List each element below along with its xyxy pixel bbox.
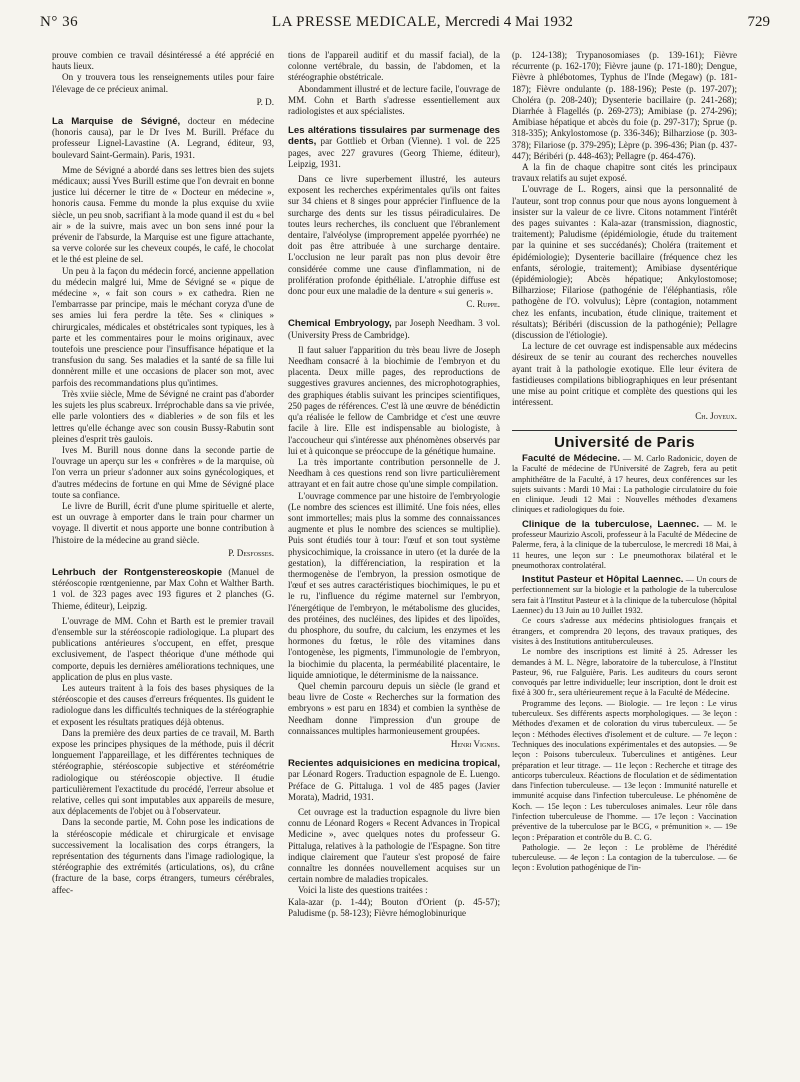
review-heading-embryology: Chemical Embryology, par Joseph Needham. 3 vol. (University Press de Cambridge).: [288, 318, 500, 340]
section-title-universite: Université de Paris: [554, 433, 695, 451]
signature: P. Desfosses.: [228, 547, 274, 558]
paragraph: tions de l'appareil auditif et du massif facial), de la colonne vertébrale, du bassin, de l'abdomen, et la stéréographie obstétricale.: [288, 50, 500, 83]
review-heading-lehrbuch: Lehrbuch der Rontgenstereoskopie (Manuel de stéréoscopie rœntgenienne, par Max Cohn et Walther Barth. 1 vol. de 323 pages avec 193 figures et 2 planches (G. Thieme, éditeur), Leipzig.: [52, 566, 274, 611]
issue-number: N° 36: [40, 14, 79, 30]
review-heading-alterations: Les altérations tissulaires par surmenage des dents, par Gottlieb et Orban (Vienne). 1 vol. de 225 pages, avec 227 gravures (Georg Thieme, éditeur), Leipzig, 1931.: [288, 125, 500, 169]
paragraph: A la fin de chaque chapitre sont cités les principaux travaux relatifs au sujet exposé.: [512, 162, 737, 184]
section-divider: [512, 430, 737, 431]
signature: C. Ruppe.: [466, 299, 500, 310]
signature: P. D.: [256, 96, 274, 107]
paragraph: Dans ce livre superbement illustré, les auteurs exposent les recherches expérimentales qu'ils ont faites sur 34 chiens et 8 singes pour apprécier l'influence de la surcharge des dents sur les tissus péiradiculaires. De toutes leurs recherches, ils concluent que l'ébranlement dentaire, l'alvéolyse (improprement appelée pyorrhée) ne doit pas être attribuée à une surcharge dentaire. L'occlusion ne leur paraît pas non plus devoir être considérée comme une cause d'inflammation, ni de prolifération profonde épithéliale. L'atrophie diffuse est donc pour eux une maladie de la denture « sui generis ».: [288, 174, 500, 297]
paragraph: Le livre de Burill, écrit d'une plume spirituelle et alerte, est un ouvrage à emporter dans le train pour charmer un voyage. Il divertit et nous apporte une bonne contribution à l'histoire de la médecine au grand siècle.: [52, 500, 274, 545]
paragraph: Ives M. Burill nous donne dans la seconde partie de l'ouvrage un aperçu sur les « confrères » de la marquise, où l'on verra un prieur s'adonner aux soins gynécologiques, et d'autres médecins de fortune en qui Mme de Sévigné place toute sa confiance.: [52, 444, 274, 500]
program-lessons: Programme des leçons. — Biologie. — 1re leçon : Le virus tuberculeux. Ses différents aspects morphologiques. — 3e leçon : Méthodes d'examen et de coloration du virus tuberculeux. — 5e leçon : Méthodes électives d'isolement et de culture. — 7e leçon : Techniques des inoculations expérimentales et des autopsies. — 9e leçon : Poisons tuberculeux. Tuberculines et antigènes. Leur préparation et leur titrage. — 11e leçon : Recherche et titrage des anticorps tuberculeux. Réactions de floculation et de sédimentation dans l'infection tuberculeuse. — 13e leçon : Immunité naturelle et immunité acquise dans l'infection tuberculeuse. Le phénomène de Koch. — 15e leçon : Les tuberculoses animales. Leur rôle dans l'infection tuberculeuse de l'homme. — 17e leçon : Vaccination préventive de la tuberculose par le BCG, « prémunition ». — 19e leçon : Préparation et contrôle du B. C. G.: [512, 698, 737, 842]
journal-title: LA PRESSE MEDICALE,: [272, 14, 441, 30]
review-heading-recientes: Recientes adquisiciones en medicina tropical, par Léonard Rogers. Traduction espagnole de E. Luengo. Préface de G. Pittaluga. 1 vol de 485 pages (Javier Morata), Madrid, 1931.: [288, 758, 500, 802]
paragraph: Abondamment illustré et de lecture facile, l'ouvrage de MM. Cohn et Barth s'adresse essentiellement aux radiologistes et aux spécialistes.: [288, 83, 500, 117]
column-2: [288, 50, 500, 919]
paragraph: La très importante contribution personnelle de J. Needham à ces questions rend son livre particulièrement attrayant et en fait autre chose qu'une simple compilation.: [288, 456, 500, 490]
paragraph: Un peu à la façon du médecin forcé, ancienne appellation du médecin malgré lui, Mme de Sévigné se « pique de médecine », « fait son cours » ex cathedra. Rien ne l'embarrasse par principe, mais le méchant coryza d'une de ses amies lui fera perdre la tête. Ses « cliniques » chirurgicales, médicales et obstétricales sont typiques, les à parte et les commentaires pour le moins originaux, avec toutefois une prescience pour l'insuffisance hépatique et la transfusion du sang. Ses maladies et la santé de sa fille lui donnèrent mille et une occasions de placer son mot, avec parfois des recommandations plus qu'intimes.: [52, 265, 274, 388]
signature: Ch. Joyeux.: [695, 410, 737, 421]
paragraph: Le nombre des inscriptions est limité à 25. Adresser les demandes à M. L. Nègre, laboratoire de la tuberculose, à l'Institut Pasteur, 96, rue Falguière, Paris. Les auditeurs du cours seront convoqués par lettre individuelle; leur inscription, dont le droit est fixé à 300 fr., sera ultérieurement reçue à la Faculté de Médecine.: [512, 647, 737, 698]
paragraph: Dans la seconde partie, M. Cohn pose les indications de la stéréoscopie médicale et chirurgicale et envisage successivement la localisation des corps étrangers, la représentation des tégurnents dans l'image radiologique, la stéréographie des extrémités (articulations, os), du crâne (fracture de la base, corps étrangers, tumeurs cérébrales, affec-: [52, 817, 274, 895]
paragraph: On y trouvera tous les renseignements utiles pour faire l'élevage de ce précieux animal.: [52, 72, 274, 94]
paragraph: Très xviie siècle, Mme de Sévigné ne craint pas d'aborder les sujets les plus scabreux. Irréprochable dans sa vie privée, elle parle volontiers des « diableries » de son fils et les lettres qu'elle échange avec son cousin Bussy-Rabutin sont pleines d'esprit très gaulois.: [52, 388, 274, 444]
column-3: [512, 50, 737, 874]
paragraph: Mme de Sévigné a abordé dans ses lettres bien des sujets médicaux; aussi Yves Burill estime que l'on devrait en bonne justice lui décerner le titre de « Docteur en médecine », honoris causa. Femme du monde la plus exquise du xviie siècle, un peu snob, sacrifiant à la mode quand il est du « bel air » de la suivre, mais avec un bon sens inné pour la prévenir de l'absurde, la Marquise est une figure attachante, sa verve colorée sur les cheveux coupés, le café, le chocolat et le thé est pleine de sel.: [52, 164, 274, 265]
paragraph: Dans la première des deux parties de ce travail, M. Barth expose les principes physiques de la méthode, puis il décrit longuement l'appareillage, et les différentes techniques de stéréographie, stéréoscopie subjective et stéréométrie radiologique ou stéréoscopie objective. Il étudie particulièrement l'exactitude du procédé, l'erreur absolue et relative, celles qui sont imputables aux appareils de mesure, aux déplacements de l'objet ou à l'observateur.: [52, 727, 274, 817]
paragraph: Quel chemin parcouru depuis un siècle (le grand et beau livre de Coste « Recherches sur la formation des embryons » est paru en 1834) et combien la synthèse de Needham donne l'impression d'un groupe de connaissances multiples harmonieusement groupées.: [288, 680, 500, 736]
notice-institut-pasteur: Institut Pasteur et Hôpital Laennec. — Un cours de perfectionnement sur la biologie et la pathologie de la tuberculose sera fait à l'Institut Pasteur et à la clinique de la tuberculose (hôpital Laennec) du 13 Juin au 10 Juillet 1932.: [512, 574, 737, 616]
program-pathology: Pathologie. — 2e leçon : Le problème de l'hérédité tuberculeuse. — 4e leçon : La contagion de la tuberculose. — 6e leçon : Evolution pathogénique de l'in-: [512, 842, 737, 873]
paragraph: Kala-azar (p. 1-44); Bouton d'Orient (p. 45-57); Paludisme (p. 58-123); Fièvre hémoglobinurique: [288, 896, 500, 918]
signature: Henri Vignes.: [450, 738, 500, 749]
paragraph: Les auteurs traitent à la fois des bases physiques de la stéréoscopie et des causes d'erreurs fréquentes. Ils guident le radiologue dans les difficultés techniques de la stéréographie et exposent les résultats pratiques déjà obtenus.: [52, 682, 274, 727]
paragraph: La lecture de cet ouvrage est indispensable aux médecins désireux de se tenir au courant des recherches nouvelles ayant trait à la pathologie exotique. Elle leur évitera de fastidieuses compilations bibliographiques en leur présentant une mise au point critique et complète des questions qui les intéressent.: [512, 341, 737, 408]
column-1: [52, 50, 274, 896]
notice-clinique-tuberculose: Clinique de la tuberculose, Laennec. — M. le professeur Maurizio Ascoli, professeur à la Faculté de Médecine de Palerme, fera, à la clinique de la tuberculose, le mercredi 18 Mai, à 11 heures, une leçon sur : Le pneumothorax bilatéral et le pneumothorax controlatéral.: [512, 518, 737, 570]
notice-faculte: Faculté de Médecine. — M. Carlo Radonicic, doyen de la Faculté de médecine de l'Université de Zagreb, fera au petit amphithéâtre de la Faculté, à 17 heures, deux conférences sur les sujets suivants : Mardi 10 Mai : La pathologie circulatoire du foie en clinique. Jeudi 12 Mai : Nouvelles méthodes d'examens cliniques et radiologiques du foie.: [512, 452, 738, 515]
review-heading-sevigne: La Marquise de Sévigné, docteur en médecine (honoris causa), par le Dr Ives M. Burill. Préface du professeur Lignel-Lavastine (A. Legrand, éditeur, 93, boulevard Saint-Germain). Paris, 1931.: [52, 116, 274, 160]
paragraph: Ce cours s'adresse aux médecins phtisiologues français et étrangers, et comprendra 20 leçons, des travaux pratiques, des visites à des Institutions antituberculeuses.: [512, 616, 737, 646]
paragraph: (p. 124-138); Trypanosomiases (p. 139-161); Fièvre récurrente (p. 162-170); Fièvre jaune (p. 171-180); Dengue, Fièvre à phlébotomes, Typhus de l'Inde (Megaw) (p. 181-187); Fièvre ondulante (p. 188-196); Peste (p. 197-207); Choléra (p. 208-240); Dysenterie bacillaire (p. 241-268); Diarrhée à Flagellés (p. 269-273); Amibiase (p. 274-296); Amibiase hépatique et abcès du foie (p. 297-317); Sprue (p. 318-335); Ankylostomose (p. 336-346); Bilharziose (p. 303-378); Filariose (p. 379-295); Lèpre (p. 396-436; Pian (p. 437-447); Béribéri (p. 448-463); Pellagre (p. 464-476).: [512, 50, 737, 161]
paragraph: Voici la liste des questions traitées :: [298, 885, 428, 896]
paragraph: L'ouvrage de MM. Cohn et Barth est le premier travail d'ensemble sur la stéréoscopie radiologique. La plupart des publications antérieures s'occupent, en effet, presque exclusivement, de l'aspect théorique d'une méthode qui comporte, depuis les dernières améliorations techniques, une application de plus en plus vaste.: [52, 615, 274, 682]
running-header: [40, 14, 770, 36]
paragraph: L'ouvrage de L. Rogers, ainsi que la personnalité de l'auteur, sont trop connus pour que nous ayons longuement à insister sur la valeur de ce livre. Citons notamment l'intérêt des pages suivantes : Kala-azar (transmission, diagnostic, traitement); Paludisme (épidémiologie, étude du traitement par la quinine et ses succédanés); Choléra (traitement et épidémiologie); Dysenterie bacillaire (fréquence chez les enfants, sérologie, traitement); Amibiase dysentérique (épidémiologie); Abcès hépatique; Ankylostomose; Bilharziose; Filariose (pathogénie de l'éléphantiasis, rôle pathogène de l'O. volvulus); Lèpre (contagion, notamment chez les enfants, incubation, étude clinique, traitement et résultats); Béribéri (discussion de la pathogénie); Pellagre (discussion de l'étiologie).: [512, 184, 737, 341]
paragraph: Cet ouvrage est la traduction espagnole du livre bien connu de Léonard Rogers « Recent Advances in Tropical Medicine », avec quelques notes du professeur G. Pittaluga, relatives à la pathologie de l'Espagne. Son titre indique clairement que l'auteur s'est proposé de faire connaître les données nouvellement acquises sur un certain nombre de maladies tropicales.: [288, 807, 500, 885]
paragraph: L'ouvrage commence par une histoire de l'embryologie (Le nombre des sciences est illimité. Une fois nées, elles sont immortelles; mais plus la somme des connaissances augmente et plus le nombre des sciences se multiplie). Puis sont étudiés tour à tour: l'œuf et son tout système physicochimique, la croissance in utero (et la durée de la gestation), la différenciation, la respiration et la thermogenèse de l'embryon, la pression osmotique de l'œuf et ses autres caractéristiques biochimiques, le pu et le ru, l'influence du régime maternel sur l'embryon, l'énergétique de l'embryon, le métabolisme des glucides, des protéines, des nucléines, des lipides et des lipoïdes, du phosphore, du soufre, du calcium, les enzymes et les hormones du fœtus, le rôle des vitamines dans l'ontogenèse, les pigments, l'immunologie de l'embryon, la biochimie du placenta, la perméabilité placentaire, le liquide amniotique, le déterminisme de la naissance.: [288, 490, 500, 680]
paragraph: Il faut saluer l'apparition du très beau livre de Joseph Needham consacré à la biochimie de l'embryon et du placenta. Deux mille pages, des reproductions de suggestives gravures anciennes, des microphotographies, des graphiques établis suivant les principes scientifiques, 250 pages de références. C'est là une œuvre de bénédictin qu'a réalisée le fellow de Cambridge et c'est une œuvre facile à lire. Elle est indispensable au biologiste, à l'accoucheur qui s'intéresse aux phénomènes observés par lui et à quiconque se préoccupe de la génétique humaine.: [288, 344, 500, 456]
issue-date: Mercredi 4 Mai 1932: [445, 14, 573, 30]
page-number: 729: [747, 14, 770, 30]
paragraph: prouve combien ce travail désintéressé a été apprécié en hauts lieux.: [52, 50, 274, 72]
